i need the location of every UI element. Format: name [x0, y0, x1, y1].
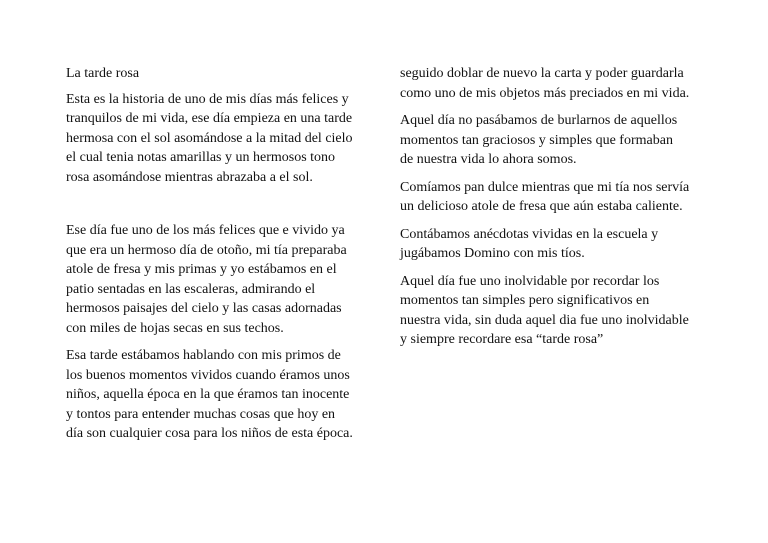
paragraph-bread: [400, 178, 710, 217]
right-column: [400, 64, 710, 358]
text-line: Ese día fue uno de los más felices que e vivido ya: [66, 223, 345, 238]
paragraph-cousins: [66, 346, 376, 444]
text-line: tranquilos de mi vida, ese día empieza en una tarde: [66, 111, 353, 126]
paragraph-autumn-day: [66, 221, 376, 338]
text-line: Esa tarde estábamos hablando con mis primos de: [66, 348, 341, 363]
text-line: y tontos para entender muchas cosas que hoy en: [66, 406, 336, 422]
text-line: Aquel día fue uno inolvidable por recordar los: [400, 273, 660, 289]
text-line: Aquel día no pasábamos de burlarnos de aquellos: [400, 113, 678, 128]
text-line: día son cualquier cosa para los niños de esta época.: [66, 426, 353, 441]
paragraph-anecdotes: [400, 225, 710, 264]
text-line: jugábamos Domino con mis tíos.: [400, 246, 585, 261]
document-title: La tarde rosa: [66, 66, 140, 81]
text-line: momentos tan graciosos y simples que formaban: [400, 132, 673, 148]
text-line: un delicioso atole de fresa que aún estaba caliente.: [400, 199, 683, 214]
text-line: el cual tenia notas amarillas y un hermosos tono: [66, 150, 336, 165]
text-line: hermosos paisajes del cielo y las casas adornadas: [66, 301, 342, 316]
text-line: y siempre recordare esa “tarde rosa”: [400, 332, 604, 347]
text-line: Comíamos pan dulce mientras que mi tía nos servía: [400, 179, 690, 195]
text-line: rosa asomándose mientras abrazaba a el sol.: [66, 169, 313, 185]
text-line: nuestra vida, sin duda aquel dia fue uno inolvidable: [400, 312, 689, 328]
text-line: momentos tan simples pero significativos en: [400, 293, 650, 308]
text-line: Esta es la historia de uno de mis días más felices y: [66, 91, 349, 107]
text-line: Contábamos anécdotas vividas en la escuela y: [400, 226, 659, 242]
text-line: como uno de mis objetos más preciados en mi vida.: [400, 85, 690, 101]
text-line: los buenos momentos vividos cuando éramos unos: [66, 367, 350, 383]
text-line: con miles de hojas secas en sus techos.: [66, 320, 284, 336]
paragraph-conclusion: [400, 272, 710, 350]
text-line: seguido doblar de nuevo la carta y poder guardarla: [400, 66, 684, 81]
text-line: hermosa con el sol asomándose a la mitad del cielo: [66, 130, 353, 146]
text-line: niños, aquella época en la que éramos tan inocente: [66, 387, 350, 402]
paragraph-intro: [66, 90, 376, 188]
text-line: patio sentadas en las escaleras, admirando el: [66, 281, 316, 297]
text-line: que era un hermoso día de otoño, mi tía preparaba: [66, 242, 347, 258]
paragraph-moments: [400, 111, 710, 170]
paragraph-spacer: [66, 195, 376, 221]
text-line: atole de fresa y mis primas y yo estábamos en el: [66, 262, 337, 277]
paragraph-letter: [400, 64, 710, 103]
text-line: de nuestra vida lo ahora somos.: [400, 152, 577, 167]
left-column: [66, 64, 376, 452]
